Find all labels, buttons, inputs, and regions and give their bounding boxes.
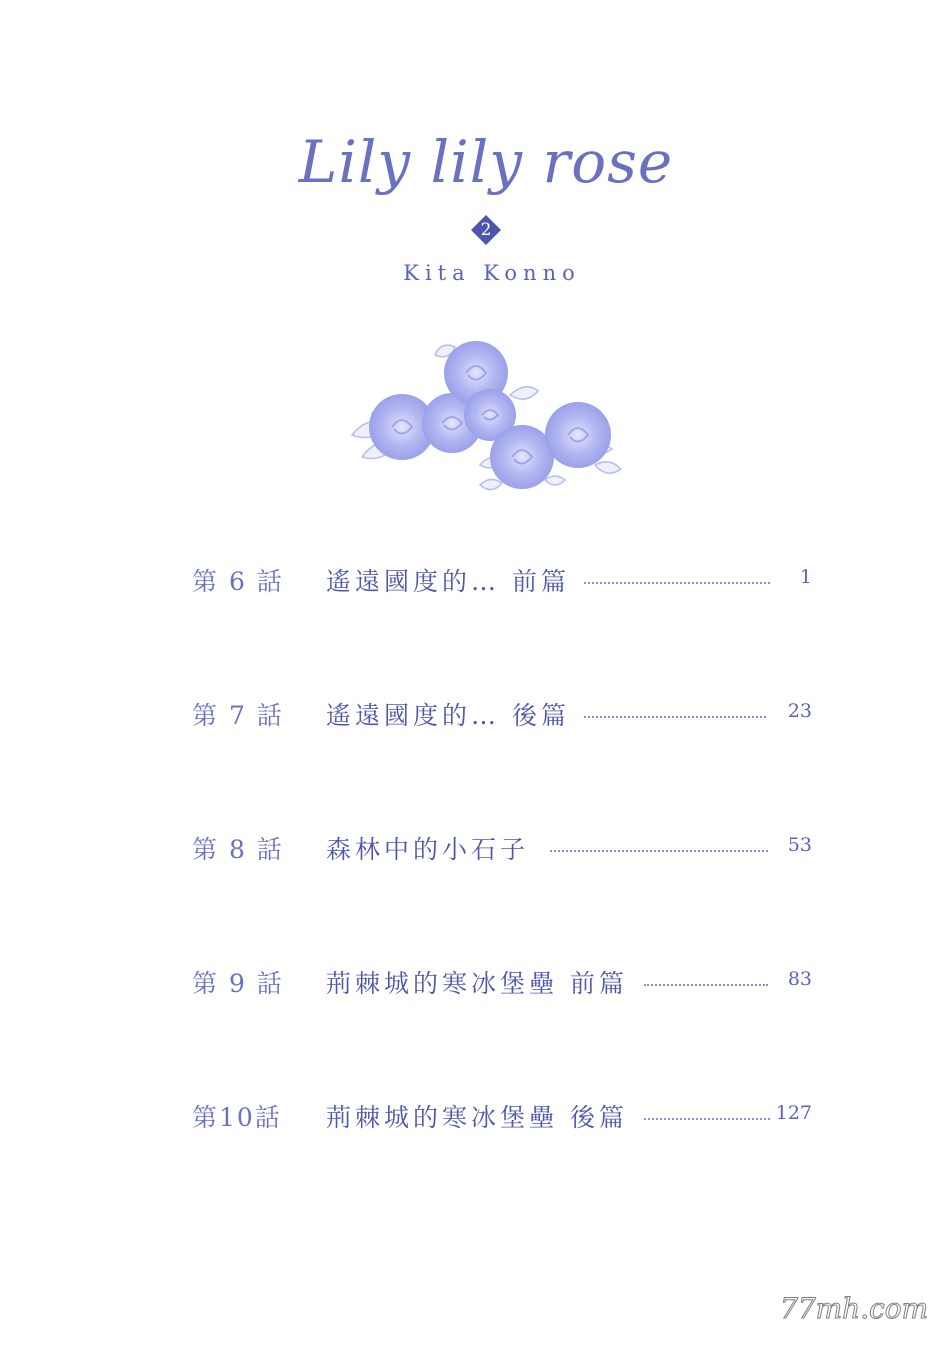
volume-number: 2 (480, 220, 492, 240)
page-number: 53 (787, 834, 812, 856)
toc-entry[interactable] (192, 964, 812, 1000)
book-title: Lily lily rose (298, 128, 674, 196)
chapter-title: 荊棘城的寒冰堡壘 前篇 (326, 969, 628, 998)
chapter-number: 第 7 話 (192, 701, 284, 730)
page-number: 83 (787, 968, 812, 990)
watermark: 77mh.com (780, 1292, 929, 1325)
chapter-number: 第10話 (192, 1103, 282, 1132)
dot-leader (550, 850, 768, 852)
dot-leader (584, 582, 770, 584)
chapter-number: 第 9 話 (192, 969, 284, 998)
chapter-title: 遙遠國度的… 後篇 (326, 701, 570, 730)
chapter-title: 森林中的小石子 (326, 835, 530, 864)
toc-entry[interactable] (192, 562, 812, 598)
toc-entry[interactable] (192, 696, 812, 732)
chapter-number: 第 6 話 (192, 567, 284, 596)
page-number: 1 (799, 566, 812, 588)
volume-badge (470, 214, 502, 246)
chapter-title: 荊棘城的寒冰堡壘 後篇 (326, 1103, 628, 1132)
chapter-title: 遙遠國度的… 前篇 (326, 567, 570, 596)
page-number: 127 (775, 1102, 812, 1124)
page-number: 23 (787, 700, 812, 722)
rose-bouquet-icon (340, 335, 630, 500)
dot-leader (644, 984, 768, 986)
toc-entry[interactable] (192, 830, 812, 866)
dot-leader (644, 1118, 770, 1120)
dot-leader (584, 716, 766, 718)
toc-entry[interactable] (192, 1098, 812, 1134)
author-name: Kita Konno (403, 261, 581, 285)
chapter-number: 第 8 話 (192, 835, 284, 864)
